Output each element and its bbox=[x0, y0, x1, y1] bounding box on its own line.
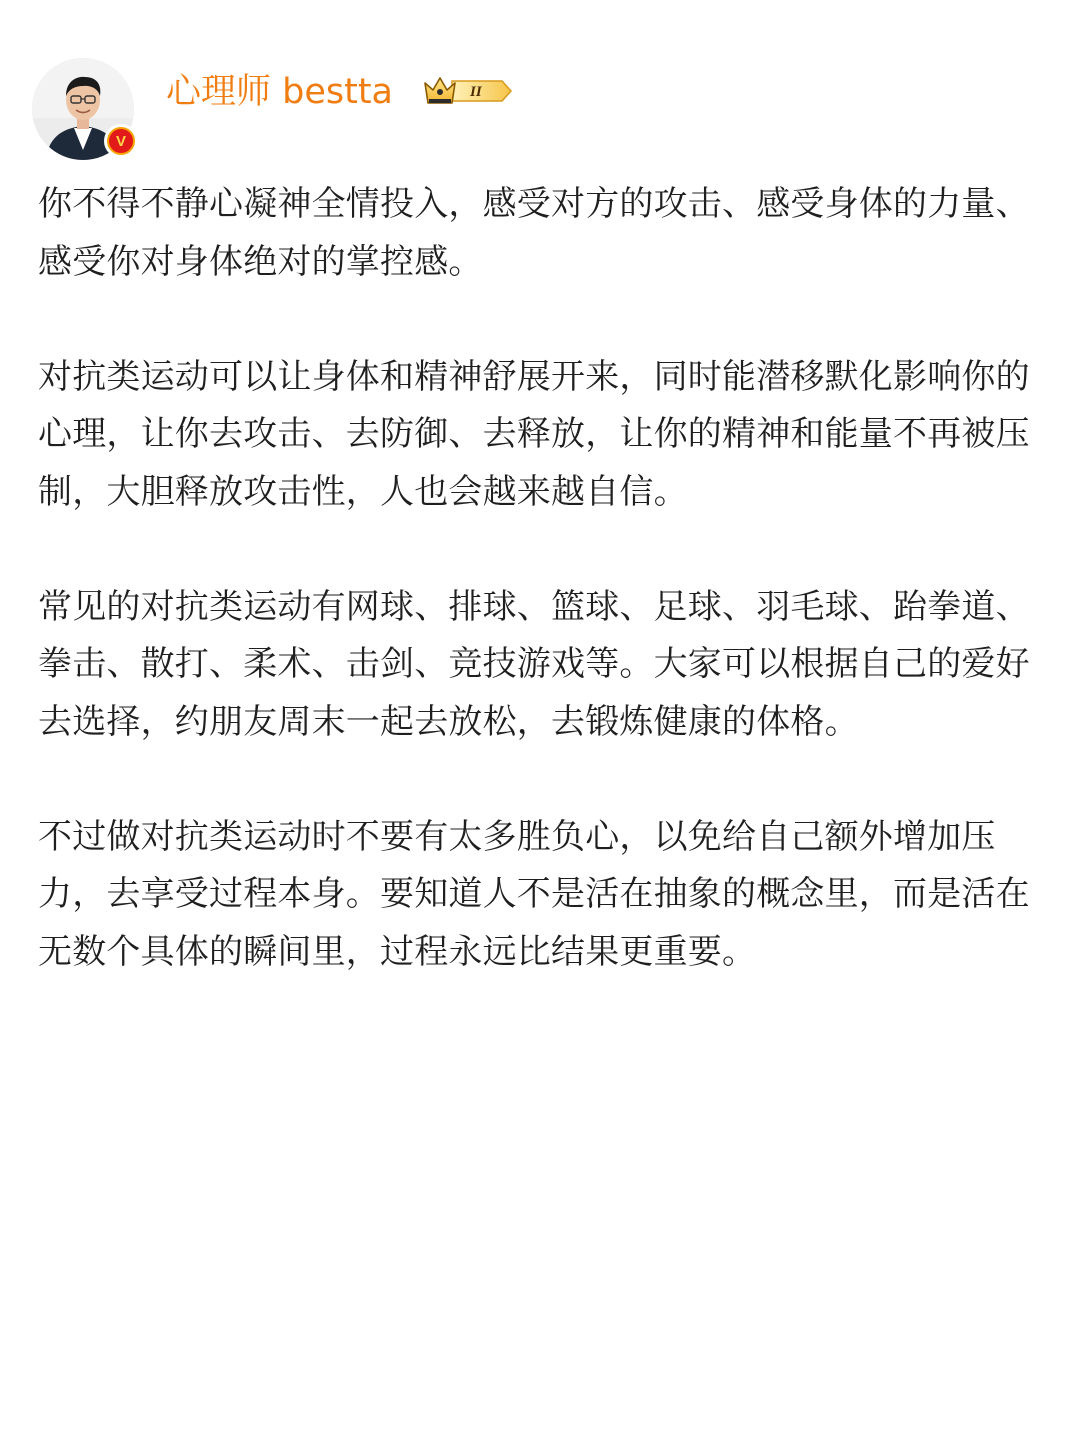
author-name[interactable]: 心理师 bestta bbox=[166, 72, 394, 112]
crown-level-icon[interactable] bbox=[422, 72, 514, 110]
level-label: II bbox=[470, 84, 482, 100]
paragraph: 不过做对抗类运动时不要有太多胜负心，以免给自己额外增加压力，去享受过程本身。要知道人不是活在抽象的概念里，而是活在无数个具体的瞬间里，过程永远比结果更重要。 bbox=[38, 816, 1030, 972]
paragraph: 你不得不静心凝神全情投入，感受对方的攻击、感受身体的力量、感受你对身体绝对的掌控感。 bbox=[38, 184, 1030, 282]
paragraph: 常见的对抗类运动有网球、排球、篮球、足球、羽毛球、跆拳道、拳击、散打、柔术、击剑、竞技游戏等。大家可以根据自己的爱好去选择，约朋友周末一起去放松，去锻炼健康的体格。 bbox=[38, 586, 1030, 742]
post-content bbox=[38, 176, 1042, 1039]
paragraph: 对抗类运动可以让身体和精神舒展开来，同时能潜移默化影响你的心理，让你去攻击、去防御、去释放，让你的精神和能量不再被压制，大胆释放攻击性，人也会越来越自信。 bbox=[38, 356, 1030, 512]
verified-icon bbox=[104, 124, 138, 158]
verified-v-label: V bbox=[109, 129, 133, 153]
avatar-container[interactable] bbox=[32, 58, 134, 160]
post-header bbox=[32, 58, 1032, 162]
